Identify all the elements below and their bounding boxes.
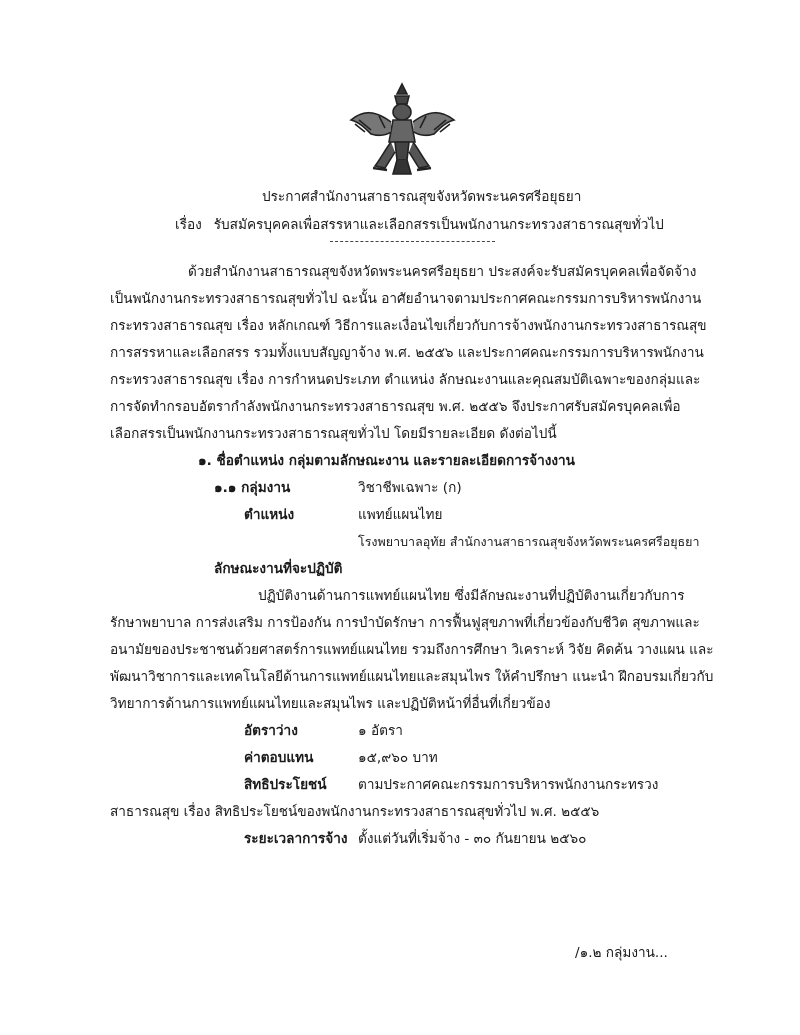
continued-marker: /๑.๒ กลุ่มงาน...	[575, 945, 668, 961]
duties-line: อนามัยของประชาชนด้วยศาสตร์การแพทย์แผนไทย รวมถึงการศึกษา วิเคราะห์ วิจัย คิดค้น วางแผน และ	[110, 642, 714, 658]
intro-line: เป็นพนักงานกระทรวงสาธารณสุขทั่วไป ฉะนั้น อาศัยอำนาจตามประกาศคณะกรรมการบริหารพนักงาน	[110, 291, 702, 307]
salary-label: ค่าตอบแทน	[244, 750, 314, 766]
benefits-continued: สาธารณสุข เรื่อง สิทธิประโยชน์ของพนักงานกระทรวงสาธารณสุขทั่วไป พ.ศ. ๒๕๕๖	[110, 804, 600, 820]
duties-line: วิทยาการด้านการแพทย์แผนไทยและสมุนไพร และปฏิบัติหน้าที่อื่นที่เกี่ยวข้อง	[110, 696, 551, 712]
section1-heading: ๑. ชื่อตำแหน่ง กลุ่มตามลักษณะงาน และรายละเอียดการจ้างงาน	[198, 453, 575, 469]
vacancy-value: ๑ อัตรา	[358, 723, 403, 739]
title-divider	[330, 241, 495, 242]
announcement-subject	[175, 216, 664, 234]
position-label: ตำแหน่ง	[244, 507, 295, 523]
group-label: ๑.๑ กลุ่มงาน	[214, 480, 291, 496]
intro-line: ด้วยสำนักงานสาธารณสุขจังหวัดพระนครศรีอยุธยา ประสงค์จะรับสมัครบุคคลเพื่อจัดจ้าง	[188, 264, 697, 280]
period-value: ตั้งแต่วันที่เริ่มจ้าง - ๓๐ กันยายน ๒๕๖๐	[358, 831, 587, 847]
group-value: วิชาชีพเฉพาะ (ก)	[358, 480, 462, 496]
salary-value: ๑๕,๙๖๐ บาท	[358, 750, 438, 766]
duties-line: รักษาพยาบาล การส่งเสริม การป้องกัน การบำบัดรักษา การฟื้นฟูสุขภาพที่เกี่ยวข้องกับชีวิต สุขภาพและ	[110, 615, 700, 631]
subject-text: รับสมัครบุคคลเพื่อสรรหาและเลือกสรรเป็นพนักงานกระทรวงสาธารณสุขทั่วไป	[213, 217, 664, 233]
benefits-value: ตามประกาศคณะกรรมการบริหารพนักงานกระทรวง	[358, 777, 659, 793]
vacancy-label: อัตราว่าง	[244, 723, 298, 739]
duties-heading: ลักษณะงานที่จะปฏิบัติ	[214, 561, 343, 577]
workplace-value: โรงพยาบาลอุทัย สำนักงานสาธารณสุขจังหวัดพระนครศรีอยุธยา	[358, 534, 700, 549]
intro-line: กระทรวงสาธารณสุข เรื่อง หลักเกณฑ์ วิธีการและเงื่อนไขเกี่ยวกับการจ้างพนักงานกระทรวงสาธารณสุข	[110, 318, 707, 334]
position-value: แพทย์แผนไทย	[358, 507, 443, 523]
duties-line: ปฏิบัติงานด้านการแพทย์แผนไทย ซึ่งมีลักษณะงานที่ปฏิบัติงานเกี่ยวกับการ	[258, 588, 685, 604]
benefits-label: สิทธิประโยชน์	[244, 777, 327, 793]
subject-label: เรื่อง	[175, 217, 202, 233]
intro-line: การสรรหาและเลือกสรร รวมทั้งแบบสัญญาจ้าง พ.ศ. ๒๕๕๖ และประกาศคณะกรรมการบริหารพนักงาน	[110, 345, 704, 361]
period-label: ระยะเวลาการจ้าง	[244, 831, 348, 847]
announcement-title: ประกาศสำนักงานสาธารณสุขจังหวัดพระนครศรีอยุธยา	[262, 189, 582, 205]
duties-line: พัฒนาวิชาการและเทคโนโลยีด้านการแพทย์แผนไทยและสมุนไพร ให้คำปรึกษา แนะนำ ฝึกอบรมเกี่ยวกับ	[110, 669, 714, 685]
intro-line: กระทรวงสาธารณสุข เรื่อง การกำหนดประเภท ตำแหน่ง ลักษณะงานและคุณสมบัติเฉพาะของกลุ่มและ	[110, 372, 701, 388]
intro-line: การจัดทำกรอบอัตรากำลังพนักงานกระทรวงสาธารณสุข พ.ศ. ๒๕๕๖ จึงประกาศรับสมัครบุคคลเพื่อ	[110, 399, 681, 415]
intro-line: เลือกสรรเป็นพนักงานกระทรวงสาธารณสุขทั่วไป โดยมีรายละเอียด ดังต่อไปนี้	[110, 426, 557, 442]
garuda-emblem-icon	[345, 80, 460, 180]
